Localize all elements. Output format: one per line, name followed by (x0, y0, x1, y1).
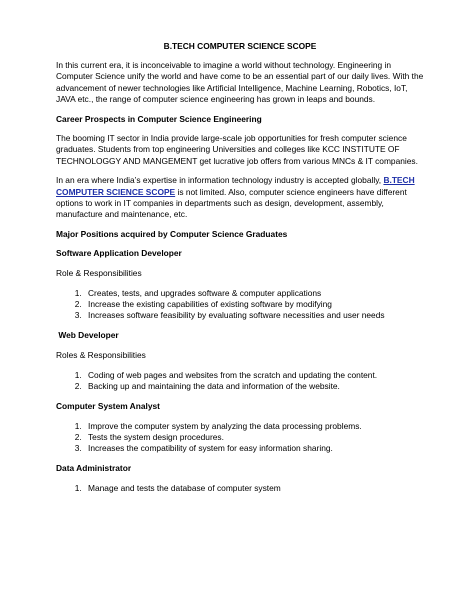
career-paragraph-2-start: In an era where India’s expertise in information technology industry is accepted globally, (56, 175, 384, 186)
software-developer-list (56, 288, 424, 322)
list-item: 1. Manage and tests the database of computer system (84, 483, 424, 494)
role-title-data-administrator: Data Administrator (56, 463, 132, 474)
role-subtitle-web-developer: Roles & Responsibilities (56, 350, 146, 361)
course-link[interactable]: B.TECH COMPUTER SCIENCE SCOPE (56, 175, 415, 197)
list-item: 3. Increases the compatibility of system for easy information sharing. (84, 443, 424, 454)
list-item: 2. Backing up and maintaining the data and information of the website. (84, 381, 424, 392)
list-item: 1. Creates, tests, and upgrades software & computer applications (84, 288, 424, 299)
list-item: 1. Coding of web pages and websites from the scratch and updating the content. (84, 370, 424, 381)
role-title-system-analyst: Computer System Analyst (56, 401, 160, 412)
document-content (56, 41, 424, 503)
list-item: 3. Increases software feasibility by evaluating software necessities and user needs (84, 310, 424, 321)
role-title-web-developer: Web Developer (56, 330, 119, 341)
list-item: 2. Tests the system design procedures. (84, 432, 424, 443)
document-title: B.TECH COMPUTER SCIENCE SCOPE (163, 41, 317, 51)
web-developer-list (56, 370, 424, 392)
positions-heading: Major Positions acquired by Computer Science Graduates (56, 228, 288, 239)
career-paragraph-2 (56, 175, 424, 220)
career-heading: Career Prospects in Computer Science Engineering (56, 113, 262, 124)
list-item: 1. Improve the computer system by analyzing the data processing problems. (84, 421, 424, 432)
data-administrator-list (56, 483, 424, 494)
role-subtitle-software-developer: Role & Responsibilities (56, 268, 142, 279)
career-paragraph-2-end: is not limited. Also, computer science engineers have different options to work in IT companies in departments such as design, development, assembly, manufacture and maintenance, etc. (56, 186, 407, 219)
system-analyst-list (56, 421, 424, 455)
role-title-software-developer: Software Application Developer (56, 248, 182, 259)
career-paragraph-1: The booming IT sector in India provide large-scale job opportunities for fresh computer science graduates. Students from top engineering Universities and colleges like KCC INSTITUTE OF TECHNOLOGGY AND MANGEMENT get lucrative job offers from various MNCs & IT companies. (56, 133, 418, 166)
intro-paragraph: In this current era, it is inconceivable to imagine a world without technology. Engineering in Computer Science unify the world and have come to be an essential part of our daily lives. With the advancement of newer technologies like Artificial Intelligence, Machine Learning, Robotics, IoT, JAVA etc., the range of computer science engineering has grown in leaps and bounds. (56, 60, 424, 104)
list-item: 2. Increase the existing capabilities of existing software by modifying (84, 299, 424, 310)
